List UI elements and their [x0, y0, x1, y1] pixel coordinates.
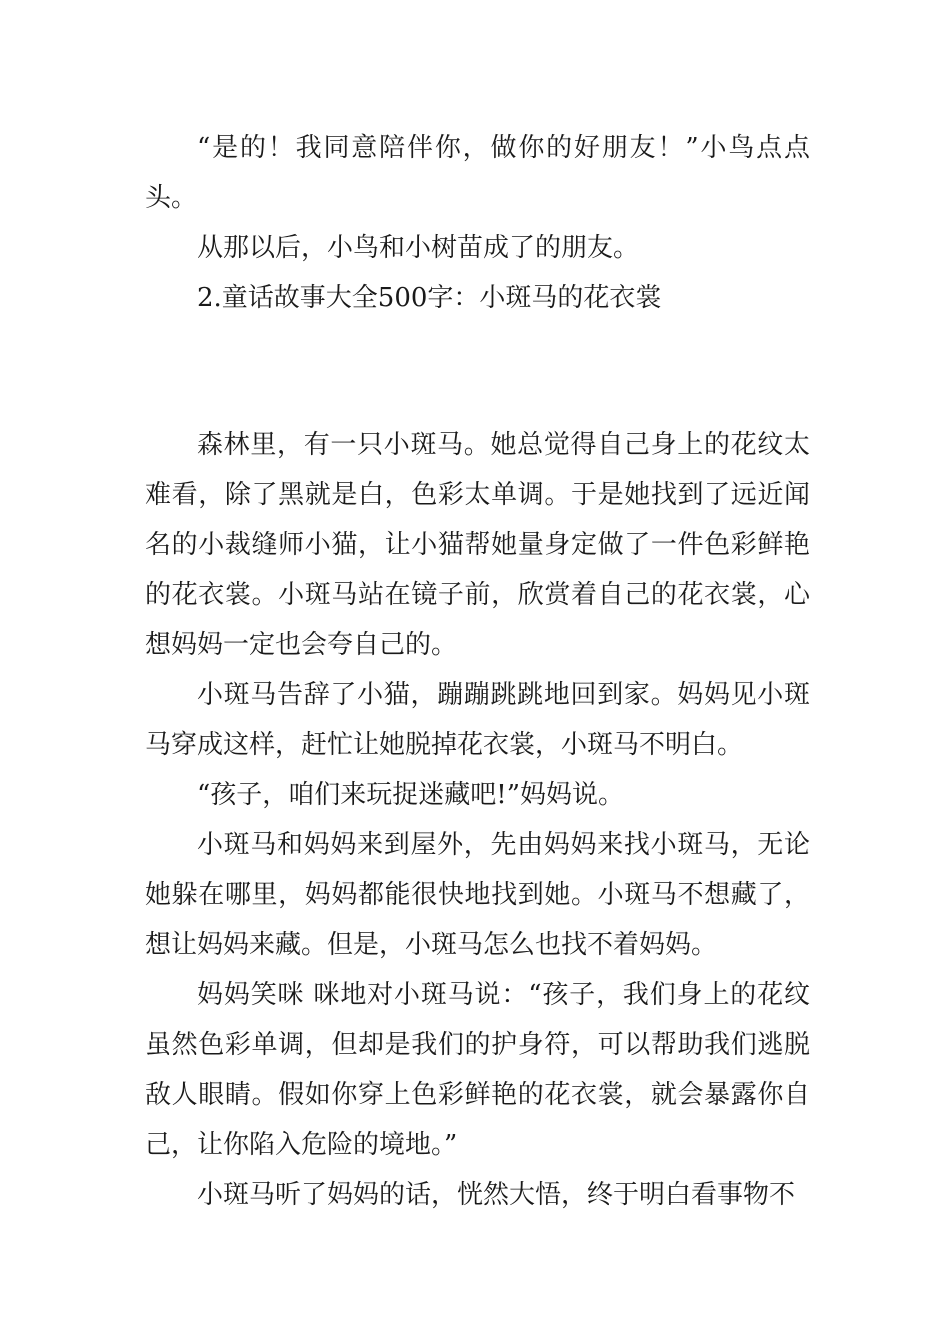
paragraph: 小斑马和妈妈来到屋外，先由妈妈来找小斑马，无论她躲在哪里，妈妈都能很快地找到她。小斑马不想藏了，想让妈妈来藏。但是，小斑马怎么也找不着妈妈。 — [145, 830, 810, 960]
paragraph: 小斑马告辞了小猫，蹦蹦跳跳地回到家。妈妈见小斑马穿成这样，赶忙让她脱掉花衣裳，小斑马不明白。 — [145, 680, 810, 760]
paragraph: “孩子，咱们来玩捉迷藏吧!”妈妈说。 — [197, 780, 625, 810]
section-heading: 2.童话故事大全500字：小斑马的花衣裳 — [197, 283, 662, 313]
paragraph: “是的！我同意陪伴你，做你的好朋友！”小鸟点点头。 — [145, 133, 810, 213]
text-block-top — [145, 123, 810, 323]
paragraph: 妈妈笑咪 咪地对小斑马说：“孩子，我们身上的花纹虽然色彩单调，但却是我们的护身符，可以帮助我们逃脱敌人眼睛。假如你穿上色彩鲜艳的花衣裳，就会暴露你自己，让你陷入危险的境地。” — [145, 980, 810, 1160]
paragraph: 森林里，有一只小斑马。她总觉得自己身上的花纹太难看，除了黑就是白，色彩太单调。于是她找到了远近闻名的小裁缝师小猫，让小猫帮她量身定做了一件色彩鲜艳的花衣裳。小斑马站在镜子前，欣赏着自己的花衣裳，心想妈妈一定也会夸自己的。 — [145, 430, 810, 660]
paragraph: 小斑马听了妈妈的话，恍然大悟，终于明白看事物不 — [197, 1180, 796, 1210]
text-block-main — [145, 420, 810, 1220]
paragraph: 从那以后，小鸟和小树苗成了的朋友。 — [197, 233, 640, 263]
